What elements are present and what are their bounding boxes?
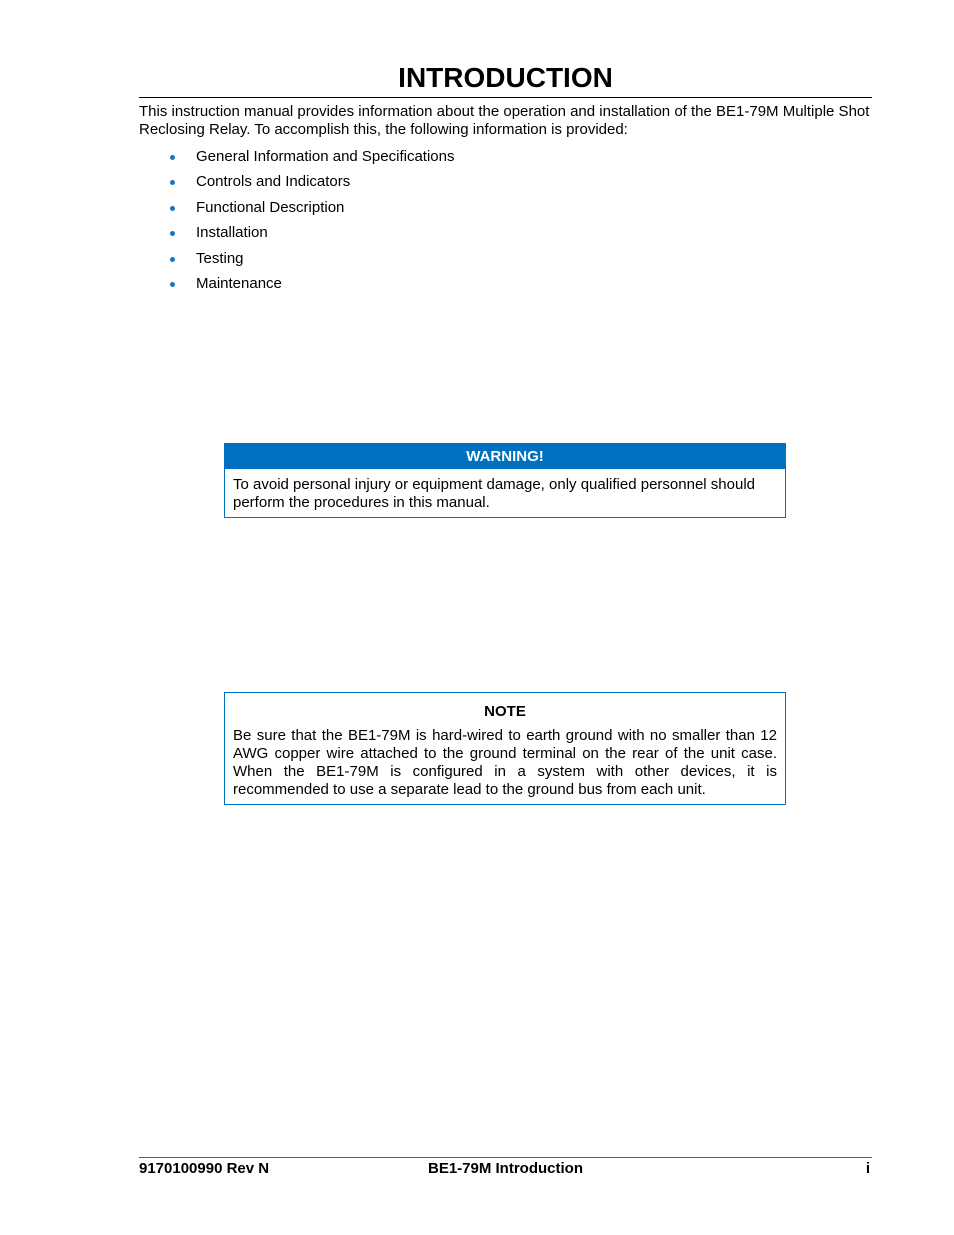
list-item bbox=[139, 171, 839, 196]
footer-page-number: i bbox=[865, 1160, 870, 1177]
bullet-icon bbox=[170, 155, 175, 160]
list-item bbox=[139, 222, 839, 247]
warning-box bbox=[224, 443, 786, 518]
note-text: Be sure that the BE1-79M is hard-wired to earth ground with no smaller than 12 AWG copper wire attached to the ground terminal on the rear of the unit case. When the BE1-79M is configured in a system with other devices, it is recommended to use a separate lead to the ground bus from each unit. bbox=[233, 727, 777, 798]
list-item bbox=[139, 146, 839, 171]
bullet-icon bbox=[170, 282, 175, 287]
bullet-icon bbox=[170, 231, 175, 236]
topic-label: General Information and Specifications bbox=[196, 148, 455, 165]
bullet-icon bbox=[170, 206, 175, 211]
topic-label: Maintenance bbox=[196, 274, 282, 292]
topic-label: Controls and Indicators bbox=[196, 173, 351, 191]
topic-list bbox=[139, 146, 839, 298]
list-item bbox=[139, 273, 839, 298]
footer-doc-number: 9170100990 Rev N bbox=[139, 1160, 270, 1177]
topic-label: Installation bbox=[196, 224, 268, 242]
footer-divider bbox=[139, 1157, 872, 1158]
page-title: INTRODUCTION bbox=[398, 62, 613, 93]
page-footer bbox=[139, 1160, 872, 1178]
list-item bbox=[139, 197, 839, 222]
note-box bbox=[224, 692, 786, 805]
topic-label: Functional Description bbox=[196, 198, 345, 216]
footer-section-title: BE1-79M Introduction bbox=[427, 1160, 583, 1177]
note-heading: NOTE bbox=[484, 703, 526, 720]
warning-text: To avoid personal injury or equipment damage, only qualified personnel should perform the procedures in this manual. bbox=[233, 476, 755, 511]
intro-paragraph: This instruction manual provides information about the operation and installation of the BE1-79M Multiple Shot Reclosing Relay. To accomplish this, the following information is provided: bbox=[139, 103, 870, 138]
bullet-icon bbox=[170, 180, 175, 185]
bullet-icon bbox=[170, 257, 175, 262]
list-item bbox=[139, 248, 839, 273]
warning-heading: WARNING! bbox=[225, 444, 785, 469]
title-divider bbox=[139, 97, 872, 98]
topic-label: Testing bbox=[196, 249, 244, 267]
